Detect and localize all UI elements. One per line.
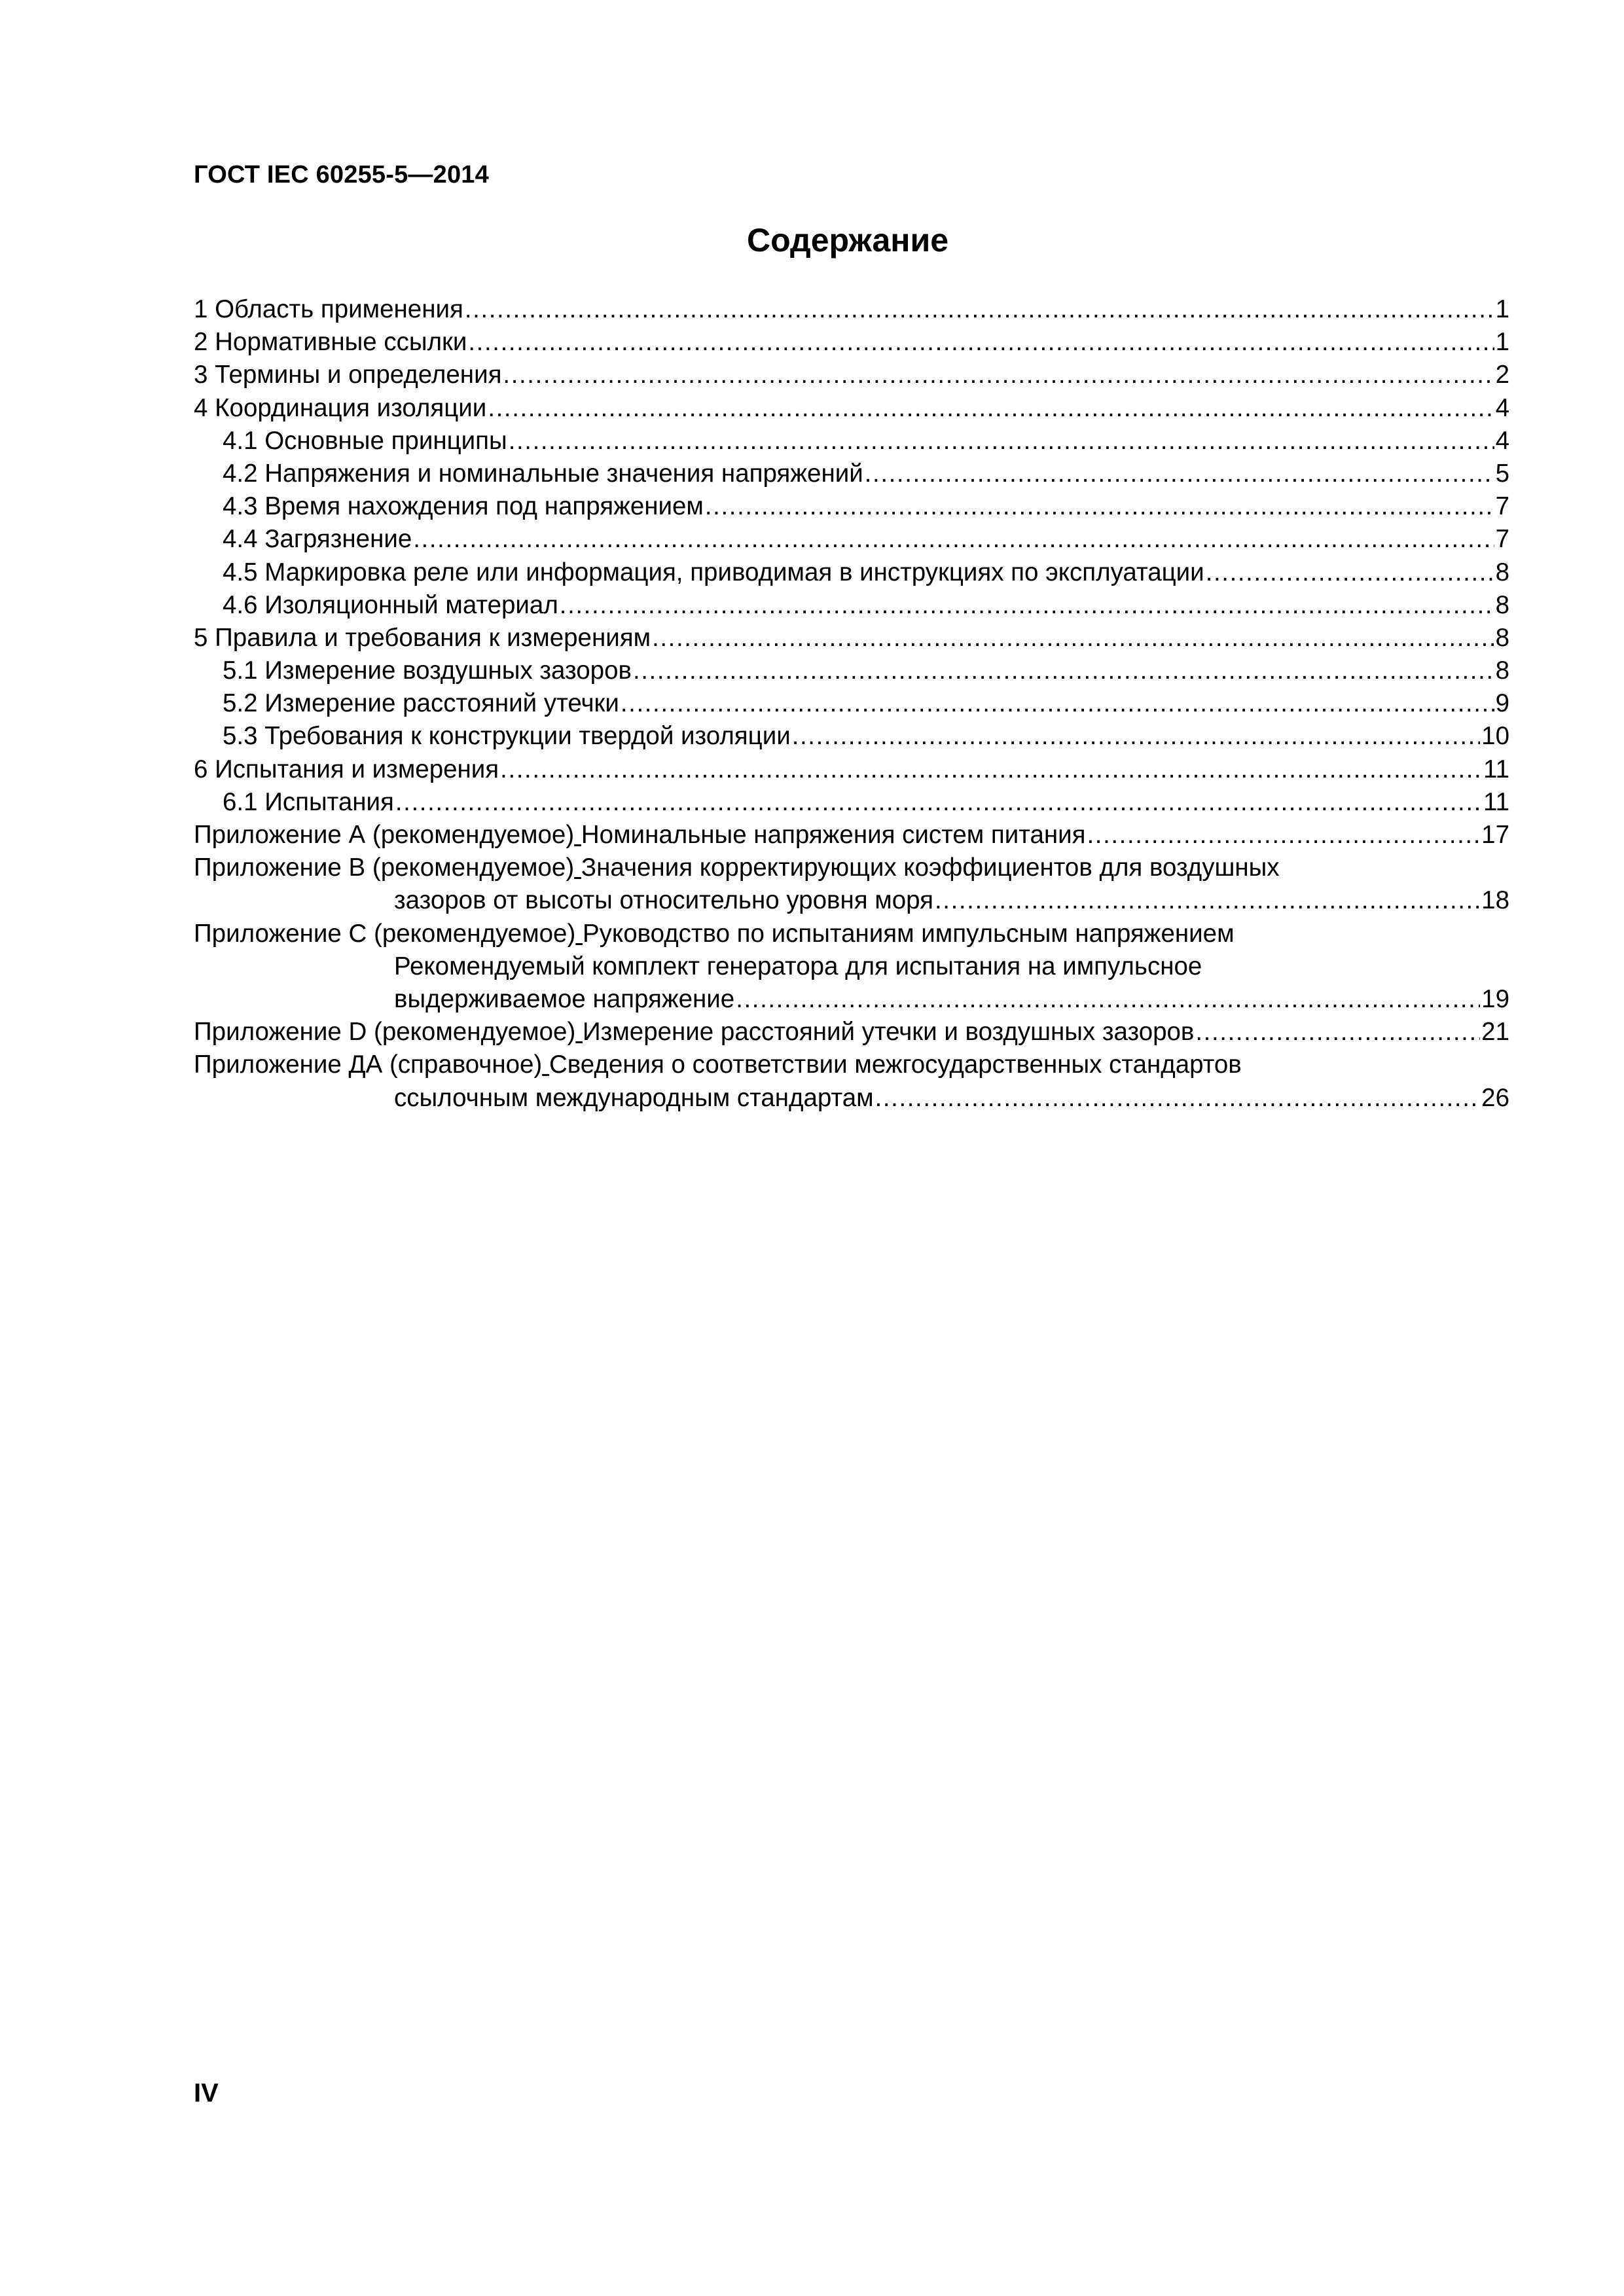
toc-entry-text: [194, 1049, 1242, 1081]
toc-entry-page: 5: [1495, 459, 1509, 488]
toc-entry-page: 4: [1495, 393, 1509, 422]
toc-entry-text: 4.3 Время нахождения под напряжением: [223, 492, 704, 521]
toc-entry-page: 26: [1481, 1083, 1509, 1112]
annex-title: Номинальные напряжения систем питания: [581, 821, 1086, 849]
toc-entry-page: 11: [1483, 787, 1509, 816]
toc-entry-page: 11: [1483, 755, 1509, 783]
toc-entry-annex-d[interactable]: [194, 1016, 1509, 1049]
toc-entry-page: 9: [1495, 689, 1509, 718]
toc-entry-1[interactable]: [194, 293, 1509, 326]
toc-entry-text: [194, 819, 1086, 852]
dot-leader: [413, 523, 1494, 556]
toc-entry-page: 19: [1481, 984, 1509, 1013]
toc-entry-text: 4.6 Изоляционный материал: [223, 590, 558, 619]
underscore-separator: [574, 821, 581, 849]
toc-entry-text: [194, 1016, 1194, 1049]
toc-entry-page: 17: [1481, 821, 1509, 849]
toc-entry-page: 18: [1481, 886, 1509, 915]
toc-entry-6-1[interactable]: [194, 786, 1509, 819]
toc-entry-page: 21: [1481, 1018, 1509, 1047]
toc-entry-annex-da[interactable]: [194, 1049, 1509, 1081]
dot-leader: [865, 457, 1494, 490]
toc-entry-text: Рекомендуемый комплект генератора для испытания на импульсное: [394, 952, 1202, 980]
toc-entry-page: 8: [1495, 590, 1509, 619]
toc-entry-page: 10: [1481, 722, 1509, 751]
toc-entry-annex-b[interactable]: [194, 852, 1509, 884]
toc-entry-page: 1: [1495, 328, 1509, 357]
toc-entry-text: 5 Правила и требования к измерениям: [194, 623, 651, 652]
toc-entry-4-2[interactable]: [194, 457, 1509, 490]
dot-leader: [503, 359, 1494, 391]
toc-entry-4-5[interactable]: [194, 556, 1509, 589]
toc-entry-annex-b-continued[interactable]: [194, 884, 1509, 917]
toc-entry-page: 8: [1495, 558, 1509, 586]
page-number: IV: [194, 2079, 219, 2108]
dot-leader: [468, 326, 1494, 359]
underscore-separator: [575, 920, 583, 948]
toc-entry-5-2[interactable]: [194, 687, 1509, 720]
toc-entry-text: [194, 918, 1235, 950]
toc-entry-page: 8: [1495, 623, 1509, 652]
toc-entry-4[interactable]: [194, 392, 1509, 425]
dot-leader: [560, 589, 1494, 622]
toc-entry-text: 1 Область применения: [194, 295, 463, 323]
toc-entry-page: 4: [1495, 426, 1509, 455]
toc-entry-annex-c-continued[interactable]: [194, 983, 1509, 1016]
table-of-contents: [194, 293, 1509, 1115]
dot-leader: [633, 655, 1494, 687]
dot-leader: [736, 983, 1480, 1016]
dot-leader: [875, 1082, 1481, 1115]
toc-entry-text: 6.1 Испытания: [223, 787, 394, 816]
dot-leader: [395, 786, 1482, 819]
toc-entry-text: 4.4 Загрязнение: [223, 525, 412, 554]
annex-designation: Приложение С (рекомендуемое): [194, 919, 576, 948]
toc-entry-text: 5.1 Измерение воздушных зазоров: [223, 656, 632, 685]
dot-leader: [1087, 819, 1481, 852]
annex-title: Сведения о соответствии межгосударственных стандартов: [549, 1050, 1242, 1079]
toc-title: Содержание: [746, 222, 949, 259]
toc-entry-6[interactable]: [194, 753, 1509, 786]
dot-leader: [488, 392, 1494, 425]
toc-entry-text: 2 Нормативные ссылки: [194, 328, 467, 357]
annex-title: Значения корректирующих коэффициентов для воздушных: [581, 853, 1280, 882]
toc-entry-page: 1: [1495, 295, 1509, 323]
toc-entry-4-4[interactable]: [194, 523, 1509, 556]
dot-leader: [935, 884, 1480, 917]
annex-designation: Приложение ДА (справочное): [194, 1050, 543, 1079]
toc-entry-text: 6 Испытания и измерения: [194, 755, 499, 783]
toc-entry-text: 4.2 Напряжения и номинальные значения напряжений: [223, 459, 863, 488]
dot-leader: [500, 753, 1482, 786]
toc-entry-text: зазоров от высоты относительно уровня моря: [394, 886, 933, 915]
toc-entry-3[interactable]: [194, 359, 1509, 391]
toc-entry-5[interactable]: [194, 622, 1509, 655]
dot-leader: [1206, 556, 1494, 589]
toc-entry-4-6[interactable]: [194, 589, 1509, 622]
toc-entry-text: 4 Координация изоляции: [194, 393, 487, 422]
underscore-separator: [574, 853, 581, 882]
underscore-separator: [575, 1018, 583, 1046]
toc-entry-text: ссылочным международным стандартам: [394, 1083, 874, 1112]
toc-entry-text: выдерживаемое напряжение: [394, 984, 735, 1013]
toc-entry-page: 2: [1495, 361, 1509, 389]
dot-leader: [652, 622, 1494, 655]
document-code-header: ГОСТ IEC 60255-5—2014: [194, 161, 489, 188]
toc-entry-text: [194, 852, 1280, 884]
toc-entry-page: 7: [1495, 492, 1509, 521]
toc-entry-2[interactable]: [194, 326, 1509, 359]
toc-entry-annex-da-continued[interactable]: [194, 1082, 1509, 1115]
toc-entry-text: 5.3 Требования к конструкции твердой изоляции: [223, 722, 791, 751]
annex-title: Измерение расстояний утечки и воздушных зазоров: [583, 1018, 1195, 1047]
toc-entry-5-3[interactable]: [194, 720, 1509, 753]
dot-leader: [621, 687, 1494, 720]
annex-designation: Приложение D (рекомендуемое): [194, 1018, 576, 1047]
annex-designation: Приложение В (рекомендуемое): [194, 853, 575, 882]
underscore-separator: [542, 1050, 549, 1079]
toc-entry-annex-c[interactable]: [194, 918, 1509, 950]
toc-entry-text: 4.1 Основные принципы: [223, 426, 507, 455]
toc-entry-annex-c-continued[interactable]: [194, 950, 1509, 983]
dot-leader: [1195, 1016, 1480, 1049]
toc-entry-text: 5.2 Измерение расстояний утечки: [223, 689, 619, 718]
toc-entry-4-3[interactable]: [194, 490, 1509, 523]
dot-leader: [509, 425, 1494, 457]
dot-leader: [705, 490, 1494, 523]
toc-entry-text: 3 Термины и определения: [194, 361, 502, 389]
toc-entry-page: 7: [1495, 525, 1509, 554]
dot-leader: [465, 293, 1494, 326]
toc-entry-4-1[interactable]: [194, 425, 1509, 457]
toc-entry-page: 8: [1495, 656, 1509, 685]
annex-title: Руководство по испытаниям импульсным напряжением: [583, 919, 1235, 948]
toc-entry-text: 4.5 Маркировка реле или информация, приводимая в инструкциях по эксплуатации: [223, 558, 1204, 586]
toc-entry-annex-a[interactable]: [194, 819, 1509, 852]
annex-designation: Приложение А (рекомендуемое): [194, 821, 575, 849]
toc-entry-5-1[interactable]: [194, 655, 1509, 687]
dot-leader: [792, 720, 1480, 753]
